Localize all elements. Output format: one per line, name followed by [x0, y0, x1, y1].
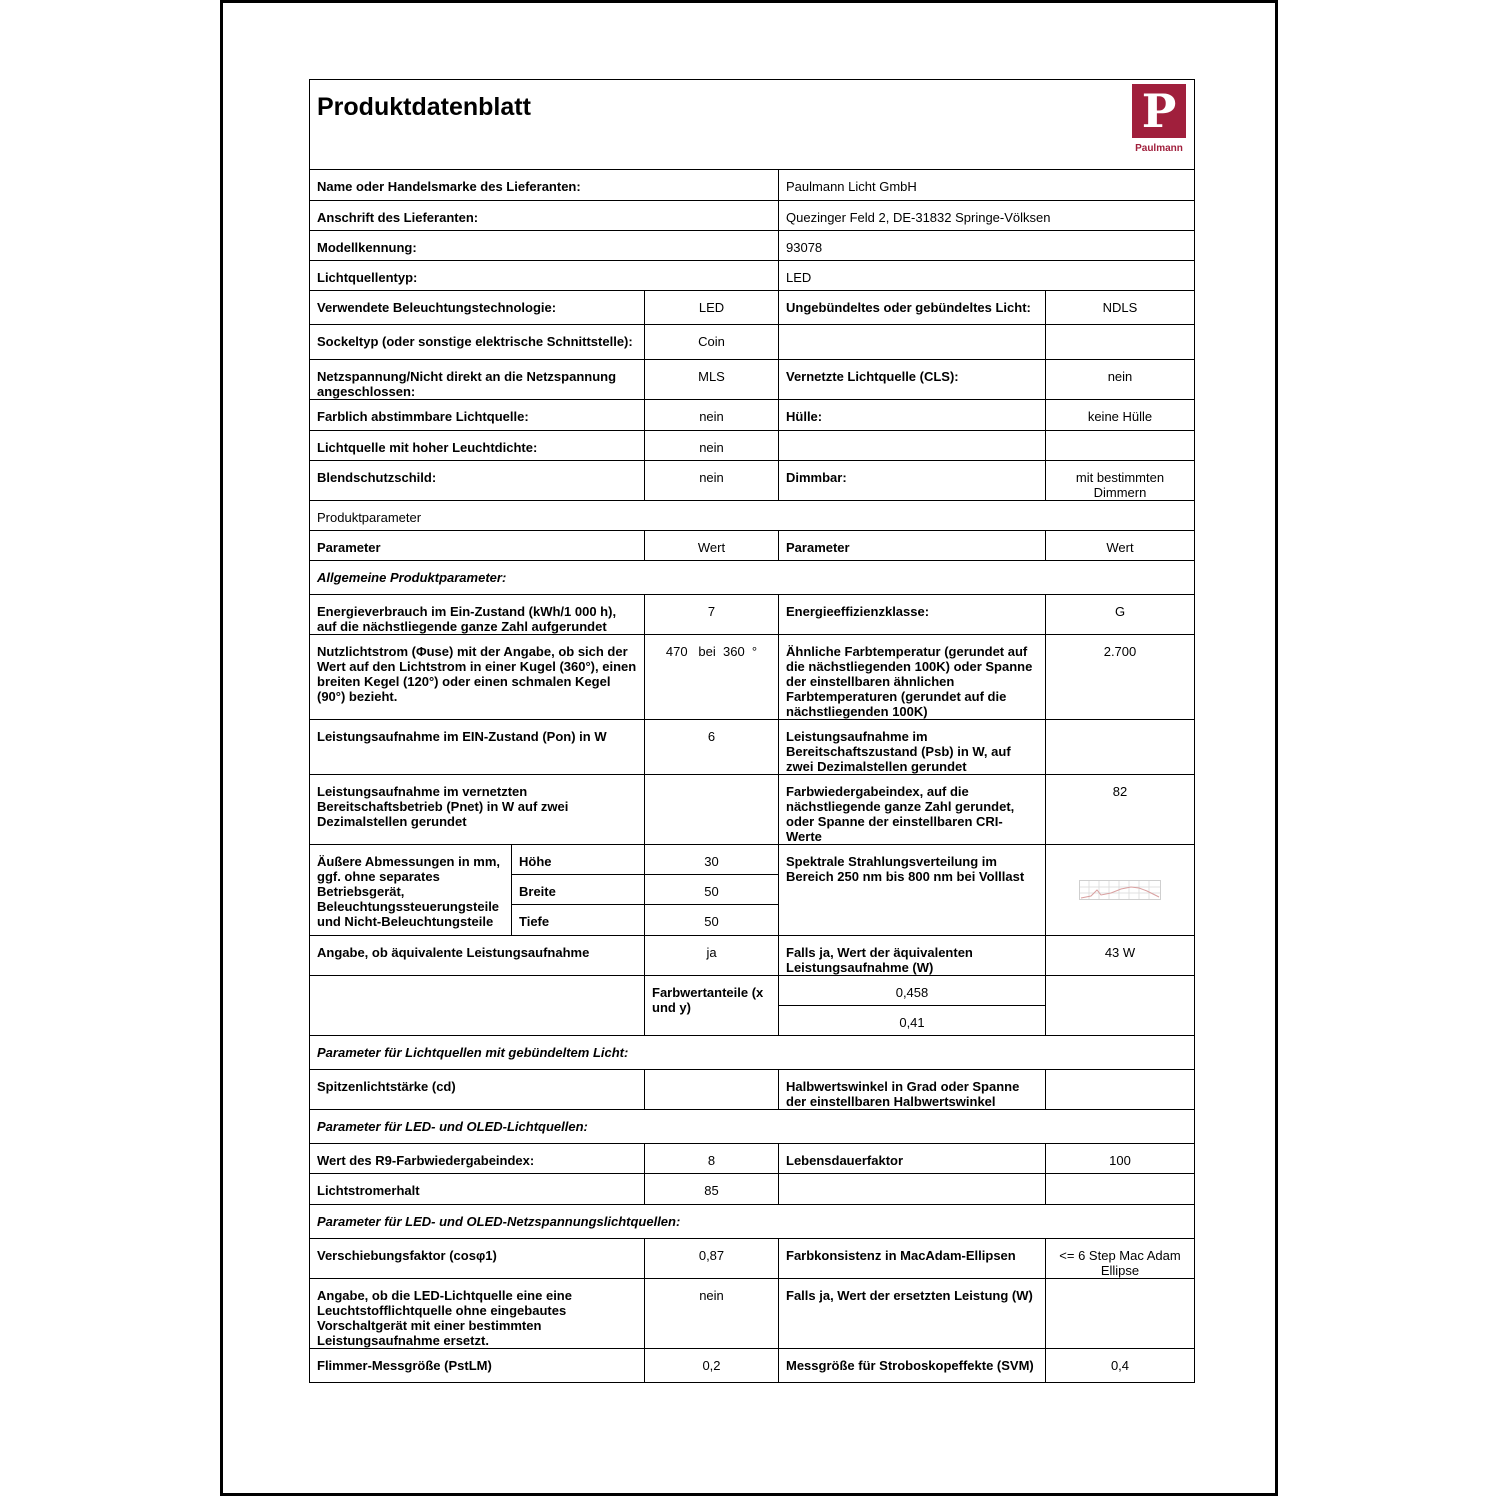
energy-class-label: Energieeffizienzklasse:	[779, 595, 1046, 635]
mains-value: MLS	[645, 360, 779, 400]
equivalent-power-wattage-value: 43 W	[1046, 936, 1195, 976]
technology-label: Verwendete Beleuchtungstechnologie:	[310, 291, 645, 325]
envelope-value: keine Hülle	[1046, 400, 1195, 431]
peak-intensity-value	[645, 1070, 779, 1110]
energy-class-value: G	[1046, 595, 1195, 635]
standby-power-label: Leistungsaufnahme im Bereitschaftszustand (Psb) in W, auf zwei Dezimalstellen gerundet	[779, 720, 1046, 775]
replacement-claim-label: Angabe, ob die LED-Lichtquelle eine eine Leuchtstofflichtquelle ohne eingebautes Vorschaltgerät mit einer bestimmten Leistungsaufnahme ersetzt.	[310, 1279, 645, 1349]
column-header-parameter: Parameter	[779, 531, 1046, 561]
survival-factor-value: 100	[1046, 1144, 1195, 1174]
cls-label: Vernetzte Lichtquelle (CLS):	[779, 360, 1046, 400]
empty-cell	[310, 976, 645, 1036]
on-mode-power-value: 6	[645, 720, 779, 775]
led-title: Parameter für LED- und OLED-Lichtquellen:	[310, 1110, 1195, 1144]
flicker-metric-label: Flimmer-Messgröße (PstLM)	[310, 1349, 645, 1383]
chromaticity-x-value: 0,458	[779, 976, 1046, 1006]
parameters-section-title: Produktparameter	[310, 501, 1195, 531]
r9-value: 8	[645, 1144, 779, 1174]
energy-consumption-value: 7	[645, 595, 779, 635]
cri-value: 82	[1046, 775, 1195, 845]
equivalent-power-wattage-label: Falls ja, Wert der äquivalenten Leistungsaufnahme (W)	[779, 936, 1046, 976]
lumen-maintenance-value: 85	[645, 1174, 779, 1205]
dimmable-label: Dimmbar:	[779, 461, 1046, 501]
dimmable-value: mit bestimmten Dimmern	[1046, 461, 1195, 501]
envelope-label: Hülle:	[779, 400, 1046, 431]
anti-glare-label: Blendschutzschild:	[310, 461, 645, 501]
anti-glare-value: nein	[645, 461, 779, 501]
spectrum-chart-icon	[1079, 880, 1161, 900]
replacement-claim-value: nein	[645, 1279, 779, 1349]
general-parameters-title: Allgemeine Produktparameter:	[310, 561, 1195, 595]
stroboscopic-metric-value: 0,4	[1046, 1349, 1195, 1383]
product-datasheet	[309, 79, 1194, 1383]
logo-letter: P	[1141, 84, 1177, 138]
logo-name: Paulmann	[1135, 143, 1183, 154]
technology-value: LED	[645, 291, 779, 325]
equivalent-power-value: ja	[645, 936, 779, 976]
width-value: 50	[645, 875, 779, 905]
model-label: Modellkennung:	[310, 231, 779, 261]
colour-tunable-value: nein	[645, 400, 779, 431]
high-luminance-label: Lichtquelle mit hoher Leuchtdichte:	[310, 431, 645, 461]
beam-angle-label: Halbwertswinkel in Grad oder Spanne der einstellbaren Halbwertswinkel	[779, 1070, 1046, 1110]
column-header-value: Wert	[645, 531, 779, 561]
empty-cell	[779, 325, 1046, 360]
colour-temperature-value: 2.700	[1046, 635, 1195, 720]
focus-label: Ungebündeltes oder gebündeltes Licht:	[779, 291, 1046, 325]
displacement-factor-label: Verschiebungsfaktor (cosφ1)	[310, 1239, 645, 1279]
colour-tunable-label: Farblich abstimmbare Lichtquelle:	[310, 400, 645, 431]
light-source-type-value: LED	[779, 261, 1195, 291]
cap-label: Sockeltyp (oder sonstige elektrische Schnittstelle):	[310, 325, 645, 360]
column-header-parameter: Parameter	[310, 531, 645, 561]
supplier-name-label: Name oder Handelsmarke des Lieferanten:	[310, 170, 779, 201]
supplier-address-value: Quezinger Feld 2, DE-31832 Springe-Völksen	[779, 201, 1195, 231]
directional-title: Parameter für Lichtquellen mit gebündeltem Licht:	[310, 1036, 1195, 1070]
supplier-name-value: Paulmann Licht GmbH	[779, 170, 1195, 201]
r9-label: Wert des R9-Farbwiedergabeindex:	[310, 1144, 645, 1174]
displacement-factor-value: 0,87	[645, 1239, 779, 1279]
logo-mark	[1132, 84, 1186, 138]
spectral-distribution-image	[1046, 845, 1195, 936]
standby-power-value	[1046, 720, 1195, 775]
width-label: Breite	[512, 875, 645, 905]
header-cell	[310, 80, 1195, 170]
luminous-flux-value: 470 bei 360 °	[645, 635, 779, 720]
equivalent-power-label: Angabe, ob äquivalente Leistungsaufnahme	[310, 936, 645, 976]
height-value: 30	[645, 845, 779, 875]
focus-value: NDLS	[1046, 291, 1195, 325]
depth-label: Tiefe	[512, 905, 645, 936]
luminous-flux-label: Nutzlichtstrom (Φuse) mit der Angabe, ob sich der Wert auf den Lichtstrom in einer Kugel (360°), einen breiten Kegel (120°) oder einen schmalen Kegel (90°) bezieht.	[310, 635, 645, 720]
energy-consumption-label: Energieverbrauch im Ein-Zustand (kWh/1 000 h), auf die nächstliegende ganze Zahl aufgerundet	[310, 595, 645, 635]
empty-cell	[779, 431, 1046, 461]
datasheet-table	[309, 79, 1195, 1383]
cap-value: Coin	[645, 325, 779, 360]
empty-cell	[1046, 1174, 1195, 1205]
networked-standby-value	[645, 775, 779, 845]
empty-cell	[1046, 325, 1195, 360]
height-label: Höhe	[512, 845, 645, 875]
stroboscopic-metric-label: Messgröße für Stroboskopeffekte (SVM)	[779, 1349, 1046, 1383]
spectral-distribution-label: Spektrale Strahlungsverteilung im Bereich 250 nm bis 800 nm bei Volllast	[779, 845, 1046, 936]
high-luminance-value: nein	[645, 431, 779, 461]
replaced-power-value	[1046, 1279, 1195, 1349]
peak-intensity-label: Spitzenlichtstärke (cd)	[310, 1070, 645, 1110]
colour-consistency-value: <= 6 Step Mac Adam Ellipse	[1046, 1239, 1195, 1279]
paulmann-logo	[1131, 84, 1187, 156]
survival-factor-label: Lebensdauerfaktor	[779, 1144, 1046, 1174]
chromaticity-label: Farbwertanteile (x und y)	[645, 976, 779, 1036]
dimensions-label: Äußere Abmessungen in mm, ggf. ohne separates Betriebsgerät, Beleuchtungssteuerungsteile und Nicht-Beleuchtungsteile	[310, 845, 512, 936]
beam-angle-value	[1046, 1070, 1195, 1110]
replaced-power-label: Falls ja, Wert der ersetzten Leistung (W)	[779, 1279, 1046, 1349]
mains-led-title: Parameter für LED- und OLED-Netzspannungslichtquellen:	[310, 1205, 1195, 1239]
depth-value: 50	[645, 905, 779, 936]
mains-label: Netzspannung/Nicht direkt an die Netzspannung angeschlossen:	[310, 360, 645, 400]
empty-cell	[1046, 431, 1195, 461]
colour-consistency-label: Farbkonsistenz in MacAdam-Ellipsen	[779, 1239, 1046, 1279]
networked-standby-label: Leistungsaufnahme im vernetzten Bereitschaftsbetrieb (Pnet) in W auf zwei Dezimalstellen gerundet	[310, 775, 645, 845]
model-value: 93078	[779, 231, 1195, 261]
lumen-maintenance-label: Lichtstromerhalt	[310, 1174, 645, 1205]
flicker-metric-value: 0,2	[645, 1349, 779, 1383]
empty-cell	[779, 1174, 1046, 1205]
empty-cell	[1046, 976, 1195, 1036]
chromaticity-y-value: 0,41	[779, 1006, 1046, 1036]
column-header-value: Wert	[1046, 531, 1195, 561]
light-source-type-label: Lichtquellentyp:	[310, 261, 779, 291]
cri-label: Farbwiedergabeindex, auf die nächstliegende ganze Zahl gerundet, oder Spanne der einstellbaren CRI-Werte	[779, 775, 1046, 845]
cls-value: nein	[1046, 360, 1195, 400]
colour-temperature-label: Ähnliche Farbtemperatur (gerundet auf die nächstliegenden 100K) oder Spanne der einstellbaren ähnlichen Farbtemperaturen (gerundet auf die nächstliegenden 100K)	[779, 635, 1046, 720]
on-mode-power-label: Leistungsaufnahme im EIN-Zustand (Pon) in W	[310, 720, 645, 775]
page-title: Produktdatenblatt	[317, 93, 531, 121]
supplier-address-label: Anschrift des Lieferanten:	[310, 201, 779, 231]
